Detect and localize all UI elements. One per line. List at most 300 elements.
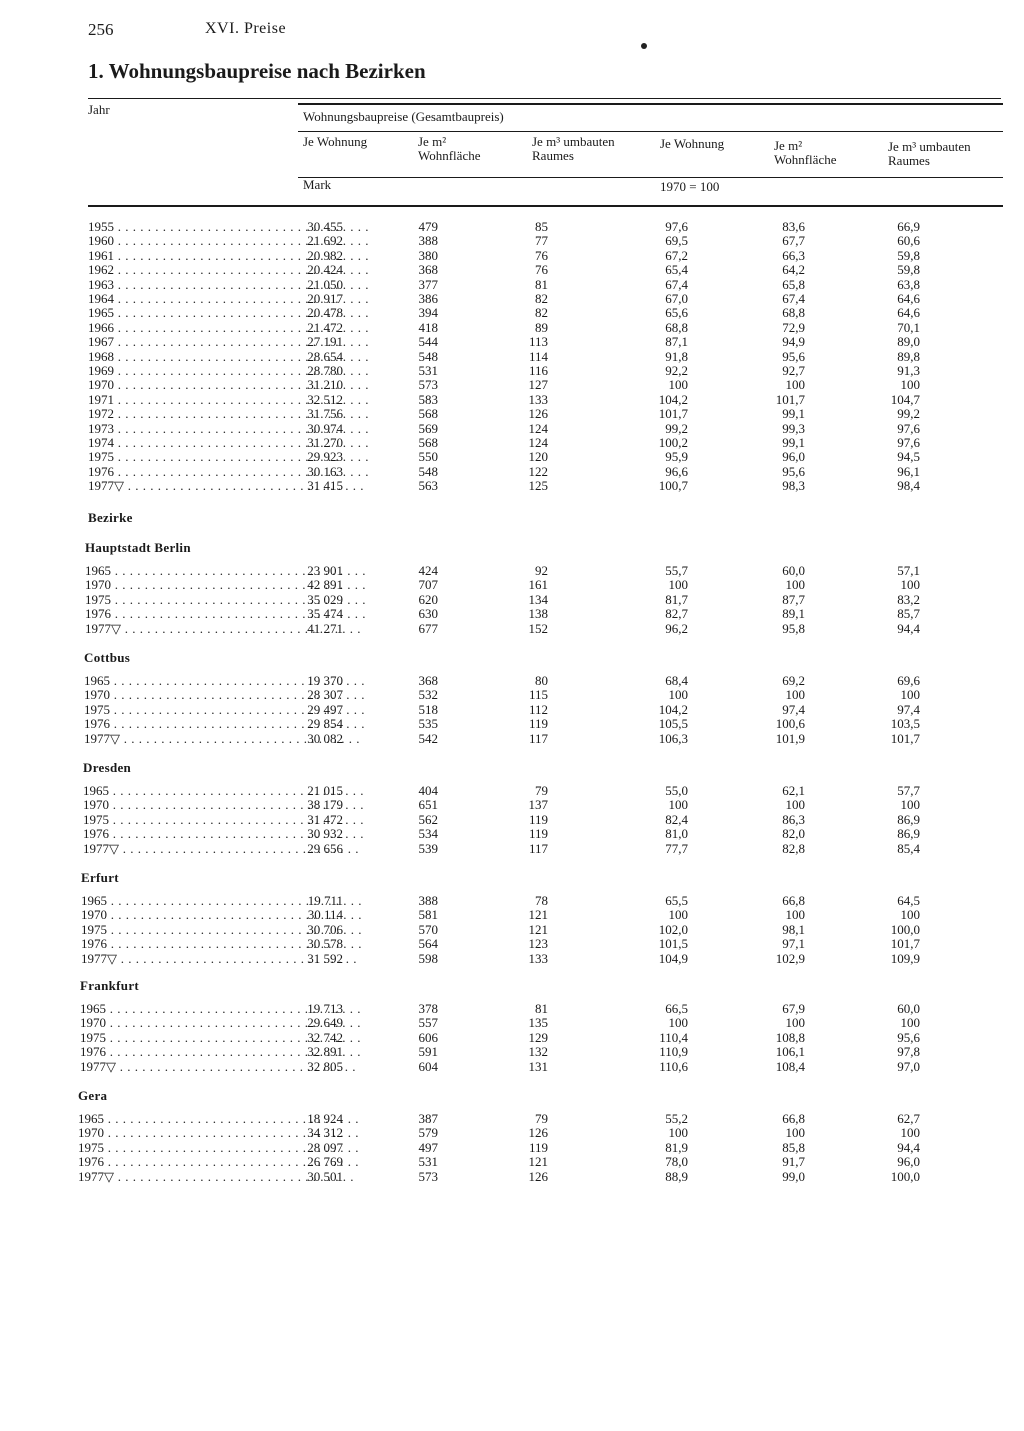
price-per-m2-cell: 562	[418, 811, 438, 827]
price-per-dwelling-cell: 35 474	[307, 606, 343, 622]
price-per-dwelling-cell: 34 312	[307, 1125, 343, 1141]
price-per-m2-cell: 368	[418, 262, 438, 278]
index-per-dwelling-cell: 82,7	[665, 606, 688, 622]
table-row	[0, 321, 1024, 335]
price-per-m2-cell: 581	[418, 907, 438, 923]
index-per-m3-cell: 103,5	[890, 716, 920, 732]
index-per-m3-cell: 96,0	[897, 1154, 920, 1170]
year-cell: 1975 . . .	[81, 923, 361, 937]
price-per-m2-cell: 707	[418, 577, 438, 593]
bezirke-heading: Bezirke	[88, 510, 133, 525]
table-row	[0, 674, 1024, 688]
index-per-m3-cell: 57,7	[897, 783, 920, 798]
col-index-wohnung-label: Je Wohnung	[660, 136, 725, 151]
price-per-m3-cell: 124	[528, 435, 548, 450]
index-per-dwelling-cell: 100	[668, 1125, 688, 1141]
index-per-m2-cell: 100	[785, 377, 805, 393]
price-per-m3-cell: 92	[535, 563, 548, 578]
table-row	[0, 220, 1024, 234]
price-per-dwelling-cell: 30 932	[307, 826, 343, 842]
table-row	[0, 306, 1024, 320]
index-per-m3-cell: 62,7	[897, 1111, 920, 1126]
price-per-dwelling-cell: 20 478	[307, 305, 343, 321]
table-title: 1. Wohnungsbaupreise nach Bezirken	[88, 59, 426, 83]
table-row	[0, 564, 1024, 578]
price-per-dwelling-cell: 30 455	[307, 219, 343, 234]
table-row	[0, 393, 1024, 407]
table-row	[0, 798, 1024, 812]
index-per-m2-cell: 82,8	[782, 840, 805, 856]
index-per-m3-cell: 97,4	[897, 701, 920, 717]
col-je-m2-label	[418, 135, 480, 163]
index-per-m3-cell: 100	[900, 797, 920, 813]
index-per-m2-cell: 67,7	[782, 233, 805, 249]
table-row	[0, 450, 1024, 464]
index-per-dwelling-cell: 55,2	[665, 1111, 688, 1126]
price-per-dwelling-cell: 30 578	[307, 936, 343, 952]
index-per-m3-cell: 59,8	[897, 262, 920, 278]
price-per-m3-cell: 137	[528, 797, 548, 813]
price-per-m3-cell: 117	[528, 840, 548, 856]
price-per-m3-cell: 119	[528, 811, 548, 827]
price-per-m2-cell: 378	[418, 1001, 438, 1016]
index-per-dwelling-cell: 102,0	[658, 921, 688, 937]
price-per-m2-cell: 535	[418, 716, 438, 732]
print-speck	[641, 43, 647, 49]
index-per-m3-cell: 99,2	[897, 406, 920, 422]
price-per-dwelling-cell: 29 649	[307, 1015, 343, 1031]
price-per-m3-cell: 127	[528, 377, 548, 393]
table-row	[0, 952, 1024, 966]
table-row	[0, 842, 1024, 856]
index-per-dwelling-cell: 88,9	[665, 1168, 688, 1184]
price-per-m3-cell: 135	[528, 1015, 548, 1031]
page-number: 256	[88, 20, 114, 39]
price-per-m2-cell: 568	[418, 406, 438, 422]
table-row	[0, 234, 1024, 248]
table-row	[0, 1112, 1024, 1126]
price-per-m2-cell: 531	[418, 363, 438, 378]
price-per-m3-cell: 133	[528, 950, 548, 966]
table-row	[0, 1031, 1024, 1045]
price-per-m3-cell: 121	[528, 921, 548, 937]
price-per-dwelling-cell: 35 029	[307, 591, 343, 607]
index-per-dwelling-cell: 65,5	[665, 893, 688, 908]
index-per-m2-cell: 100	[785, 577, 805, 593]
table-row	[0, 422, 1024, 436]
price-per-m2-cell: 542	[418, 730, 438, 746]
price-per-dwelling-cell: 32 742	[307, 1029, 343, 1045]
year-cell: 1977▽ . . .	[80, 1060, 360, 1074]
table-row	[0, 292, 1024, 306]
price-per-m2-cell: 532	[418, 687, 438, 703]
year-cell: 1976 . . .	[78, 1155, 358, 1169]
price-per-dwelling-cell: 30 163	[307, 463, 343, 479]
table-row	[0, 622, 1024, 636]
price-per-m2-cell: 539	[418, 840, 438, 856]
index-per-m3-cell: 95,6	[897, 1029, 920, 1045]
year-cell: 1975 . . .	[83, 813, 363, 827]
price-per-m2-cell: 606	[418, 1029, 438, 1045]
rule-header-bottom	[88, 205, 1003, 207]
district-heading: Cottbus	[84, 650, 131, 665]
price-per-m2-cell: 651	[418, 797, 438, 813]
year-cell: 1977▽ . . .	[83, 842, 363, 856]
col-je-m3-line2: Raumes	[532, 148, 574, 163]
index-per-m3-cell: 69,6	[897, 673, 920, 688]
price-per-m3-cell: 82	[535, 291, 548, 306]
index-per-m3-cell: 94,4	[897, 1139, 920, 1155]
price-per-m2-cell: 534	[418, 826, 438, 842]
table-row	[0, 703, 1024, 717]
index-per-dwelling-cell: 81,7	[665, 591, 688, 607]
year-cell: 1965 . . .	[88, 306, 368, 320]
index-per-m2-cell: 68,8	[782, 305, 805, 321]
price-per-m2-cell: 377	[418, 276, 438, 292]
price-per-dwelling-cell: 26 769	[307, 1154, 343, 1170]
year-cell: 1975 . . .	[84, 703, 364, 717]
index-per-m3-cell: 59,8	[897, 247, 920, 263]
index-per-m2-cell: 100	[785, 687, 805, 703]
price-per-m3-cell: 123	[528, 936, 548, 952]
table-row	[0, 479, 1024, 493]
index-per-dwelling-cell: 78,0	[665, 1154, 688, 1170]
year-cell: 1977▽ . . .	[88, 479, 368, 493]
year-cell: 1961 . . .	[88, 249, 368, 263]
index-per-m2-cell: 92,7	[782, 363, 805, 378]
price-per-m3-cell: 114	[528, 348, 548, 364]
year-cell: 1955 . . .	[88, 220, 368, 234]
rule-group	[298, 103, 1003, 105]
index-per-m2-cell: 65,8	[782, 276, 805, 292]
index-per-m3-cell: 64,6	[897, 305, 920, 321]
price-per-m2-cell: 386	[418, 291, 438, 306]
price-per-dwelling-cell: 32 512	[307, 391, 343, 407]
index-per-m2-cell: 96,0	[782, 449, 805, 465]
price-per-dwelling-cell: 28 780	[307, 363, 343, 378]
index-per-m2-cell: 94,9	[782, 334, 805, 350]
table-row	[0, 732, 1024, 746]
price-per-m3-cell: 79	[535, 783, 548, 798]
index-per-m3-cell: 100	[900, 1015, 920, 1031]
price-per-m2-cell: 387	[418, 1111, 438, 1126]
index-per-dwelling-cell: 100	[668, 377, 688, 393]
index-per-m2-cell: 99,1	[782, 406, 805, 422]
year-cell: 1962 . . .	[88, 263, 368, 277]
price-per-dwelling-cell: 30 082	[307, 730, 343, 746]
index-per-m2-cell: 100	[785, 1015, 805, 1031]
index-per-dwelling-cell: 106,3	[658, 730, 688, 746]
index-per-m2-cell: 66,3	[782, 247, 805, 263]
price-per-m3-cell: 80	[535, 673, 548, 688]
index-per-m2-cell: 100,6	[775, 716, 805, 732]
index-per-dwelling-cell: 100,7	[658, 478, 688, 494]
index-per-dwelling-cell: 92,2	[665, 363, 688, 378]
index-per-m2-cell: 98,3	[782, 478, 805, 494]
price-per-m2-cell: 630	[418, 606, 438, 622]
year-cell: 1969 . . .	[88, 364, 368, 378]
price-per-m3-cell: 89	[535, 319, 548, 335]
year-cell: 1976 . . .	[85, 607, 365, 621]
table-row	[0, 436, 1024, 450]
price-per-m3-cell: 119	[528, 716, 548, 732]
price-per-m3-cell: 82	[535, 305, 548, 321]
price-per-m2-cell: 598	[418, 950, 438, 966]
price-per-m2-cell: 368	[418, 673, 438, 688]
price-per-m2-cell: 424	[418, 563, 438, 578]
table-row	[0, 249, 1024, 263]
table-row	[0, 1155, 1024, 1169]
index-per-m3-cell: 86,9	[897, 826, 920, 842]
index-per-dwelling-cell: 67,2	[665, 247, 688, 263]
price-per-m2-cell: 418	[418, 319, 438, 335]
index-per-m2-cell: 108,8	[775, 1029, 805, 1045]
index-per-m2-cell: 60,0	[782, 563, 805, 578]
col-je-m2-line2: Wohnfläche	[418, 148, 481, 163]
price-per-dwelling-cell: 29 497	[307, 701, 343, 717]
district-heading: Erfurt	[81, 870, 119, 885]
index-per-m3-cell: 70,1	[897, 319, 920, 335]
year-cell: 1965 . . .	[80, 1002, 360, 1016]
price-per-m2-cell: 570	[418, 921, 438, 937]
index-per-dwelling-cell: 104,2	[658, 701, 688, 717]
index-per-m3-cell: 97,8	[897, 1044, 920, 1060]
price-per-dwelling-cell: 42 891	[307, 577, 343, 593]
index-per-m3-cell: 89,0	[897, 334, 920, 350]
price-per-dwelling-cell: 29 656	[307, 840, 343, 856]
price-per-m3-cell: 119	[528, 1139, 548, 1155]
price-per-m2-cell: 573	[418, 1168, 438, 1184]
index-per-m2-cell: 108,4	[775, 1058, 805, 1074]
price-per-dwelling-cell: 28 097	[307, 1139, 343, 1155]
index-per-m2-cell: 101,7	[775, 391, 805, 407]
price-per-m3-cell: 117	[528, 730, 548, 746]
price-per-m3-cell: 131	[528, 1058, 548, 1074]
table-row	[0, 378, 1024, 392]
price-per-m3-cell: 121	[528, 1154, 548, 1170]
index-per-dwelling-cell: 65,6	[665, 305, 688, 321]
col-index-m2-line2: Wohnfläche	[774, 152, 837, 167]
price-per-dwelling-cell: 31 592	[307, 950, 343, 966]
price-per-m2-cell: 544	[418, 334, 438, 350]
price-per-m3-cell: 134	[528, 591, 548, 607]
index-per-m3-cell: 98,4	[897, 478, 920, 494]
index-per-m3-cell: 96,1	[897, 463, 920, 479]
price-per-dwelling-cell: 19 713	[307, 1001, 343, 1016]
price-per-m3-cell: 124	[528, 420, 548, 436]
index-per-dwelling-cell: 110,6	[659, 1058, 688, 1074]
index-per-m2-cell: 85,8	[782, 1139, 805, 1155]
table-row	[0, 1016, 1024, 1030]
index-per-m3-cell: 60,0	[897, 1001, 920, 1016]
year-cell: 1965 . . .	[85, 564, 365, 578]
index-per-m3-cell: 97,6	[897, 435, 920, 450]
index-per-m2-cell: 69,2	[782, 673, 805, 688]
rule-units	[298, 177, 1003, 178]
index-per-m3-cell: 86,9	[897, 811, 920, 827]
year-cell: 1977▽ . . .	[78, 1170, 358, 1184]
year-cell: 1966 . . .	[88, 321, 368, 335]
index-per-dwelling-cell: 110,4	[659, 1029, 688, 1045]
index-per-m3-cell: 60,6	[897, 233, 920, 249]
price-per-dwelling-cell: 30 974	[307, 420, 343, 436]
index-per-dwelling-cell: 110,9	[659, 1044, 688, 1060]
price-per-m3-cell: 133	[528, 391, 548, 407]
price-per-m3-cell: 78	[535, 893, 548, 908]
year-cell: 1976 . . .	[80, 1045, 360, 1059]
index-per-m3-cell: 89,8	[897, 348, 920, 364]
price-per-m3-cell: 126	[528, 1168, 548, 1184]
index-per-dwelling-cell: 68,8	[665, 319, 688, 335]
district-heading: Frankfurt	[80, 978, 140, 993]
index-per-m3-cell: 64,6	[897, 291, 920, 306]
col-je-m3-line1: Je m³ umbauten	[532, 134, 615, 149]
price-per-m2-cell: 404	[418, 783, 438, 798]
price-per-dwelling-cell: 30 706	[307, 921, 343, 937]
index-per-dwelling-cell: 96,6	[665, 463, 688, 479]
index-per-m2-cell: 72,9	[782, 319, 805, 335]
index-per-m3-cell: 100	[900, 907, 920, 923]
year-cell: 1976 . . .	[83, 827, 363, 841]
year-cell: 1965 . . .	[81, 894, 361, 908]
index-per-dwelling-cell: 100	[668, 907, 688, 923]
index-per-m3-cell: 100,0	[890, 921, 920, 937]
index-per-dwelling-cell: 77,7	[665, 840, 688, 856]
price-per-dwelling-cell: 41 271	[307, 620, 343, 636]
index-per-m3-cell: 83,2	[897, 591, 920, 607]
price-per-m2-cell: 564	[418, 936, 438, 952]
price-per-m3-cell: 81	[535, 276, 548, 292]
table-row	[0, 350, 1024, 364]
index-per-dwelling-cell: 68,4	[665, 673, 688, 688]
table-row	[0, 1170, 1024, 1184]
index-per-m3-cell: 57,1	[897, 563, 920, 578]
index-per-dwelling-cell: 67,4	[665, 276, 688, 292]
index-per-m2-cell: 106,1	[775, 1044, 805, 1060]
table-row	[0, 364, 1024, 378]
year-cell: 1970 . . .	[81, 908, 361, 922]
table-row	[0, 937, 1024, 951]
index-per-m3-cell: 104,7	[890, 391, 920, 407]
price-per-m3-cell: 122	[528, 463, 548, 479]
table-row	[0, 578, 1024, 592]
year-cell: 1974 . . .	[88, 436, 368, 450]
index-per-m3-cell: 100	[900, 577, 920, 593]
price-per-m3-cell: 152	[528, 620, 548, 636]
price-per-m2-cell: 479	[418, 219, 438, 234]
index-per-dwelling-cell: 97,6	[665, 219, 688, 234]
index-per-m2-cell: 100	[785, 1125, 805, 1141]
table-row	[0, 1141, 1024, 1155]
index-per-dwelling-cell: 69,5	[665, 233, 688, 249]
index-per-m2-cell: 97,1	[782, 936, 805, 952]
price-per-dwelling-cell: 31 756	[307, 406, 343, 422]
col-index-m3-line2: Raumes	[888, 153, 930, 168]
index-per-m2-cell: 62,1	[782, 783, 805, 798]
index-per-m2-cell: 95,6	[782, 348, 805, 364]
index-per-dwelling-cell: 67,0	[665, 291, 688, 306]
price-per-m2-cell: 548	[418, 348, 438, 364]
index-per-m2-cell: 95,8	[782, 620, 805, 636]
index-per-m3-cell: 94,5	[897, 449, 920, 465]
index-per-m2-cell: 101,9	[775, 730, 805, 746]
year-cell: 1977▽ . . .	[84, 732, 364, 746]
table-row	[0, 263, 1024, 277]
year-cell: 1975 . . .	[80, 1031, 360, 1045]
price-per-m3-cell: 132	[528, 1044, 548, 1060]
year-cell: 1965 . . .	[78, 1112, 358, 1126]
year-cell: 1960 . . .	[88, 234, 368, 248]
price-per-m2-cell: 550	[418, 449, 438, 465]
price-per-m3-cell: 138	[528, 606, 548, 622]
price-per-dwelling-cell: 21 692	[307, 233, 343, 249]
chapter-heading: XVI. Preise	[205, 20, 287, 37]
price-per-m2-cell: 583	[418, 391, 438, 407]
index-per-dwelling-cell: 87,1	[665, 334, 688, 350]
price-per-dwelling-cell: 18 924	[307, 1111, 343, 1126]
price-per-dwelling-cell: 31 270	[307, 435, 343, 450]
price-per-m3-cell: 116	[528, 363, 548, 378]
year-cell: 1975 . . .	[85, 593, 365, 607]
price-per-dwelling-cell: 27 191	[307, 334, 343, 350]
price-per-m3-cell: 125	[528, 478, 548, 494]
price-per-dwelling-cell: 38 179	[307, 797, 343, 813]
price-per-dwelling-cell: 30 114	[307, 907, 343, 923]
table-row	[0, 1045, 1024, 1059]
index-per-m3-cell: 100	[900, 377, 920, 393]
table-row	[0, 813, 1024, 827]
unit-index-label: 1970 = 100	[660, 179, 720, 194]
price-per-m2-cell: 388	[418, 893, 438, 908]
index-per-dwelling-cell: 100	[668, 577, 688, 593]
index-per-m3-cell: 94,4	[897, 620, 920, 636]
year-cell: 1970 . . .	[80, 1016, 360, 1030]
index-per-m3-cell: 63,8	[897, 276, 920, 292]
table-row	[0, 593, 1024, 607]
table-row	[0, 688, 1024, 702]
price-per-m3-cell: 112	[528, 701, 548, 717]
col-je-wohnung-label: Je Wohnung	[303, 134, 368, 149]
price-per-m2-cell: 677	[418, 620, 438, 636]
index-per-m3-cell: 97,6	[897, 420, 920, 436]
price-per-m3-cell: 85	[535, 219, 548, 234]
price-per-m2-cell: 497	[418, 1139, 438, 1155]
table-row	[0, 1060, 1024, 1074]
index-per-m3-cell: 101,7	[890, 730, 920, 746]
year-cell: 1963 . . .	[88, 278, 368, 292]
price-per-m2-cell: 518	[418, 701, 438, 717]
index-per-m3-cell: 100	[900, 687, 920, 703]
table-row	[0, 784, 1024, 798]
index-per-m3-cell: 109,9	[890, 950, 920, 966]
price-per-dwelling-cell: 29 854	[307, 716, 343, 732]
table-row	[0, 908, 1024, 922]
table-row	[0, 335, 1024, 349]
price-per-dwelling-cell: 31 415	[307, 478, 343, 494]
price-per-m2-cell: 388	[418, 233, 438, 249]
index-per-m2-cell: 67,4	[782, 291, 805, 306]
year-cell: 1968 . . .	[88, 350, 368, 364]
price-per-m3-cell: 81	[535, 1001, 548, 1016]
index-per-dwelling-cell: 105,5	[658, 716, 688, 732]
year-cell: 1970 . . .	[88, 378, 368, 392]
index-per-m3-cell: 85,4	[897, 840, 920, 856]
index-per-dwelling-cell: 65,4	[665, 262, 688, 278]
index-per-m2-cell: 64,2	[782, 262, 805, 278]
index-per-m2-cell: 102,9	[775, 950, 805, 966]
index-per-m2-cell: 67,9	[782, 1001, 805, 1016]
index-per-dwelling-cell: 81,9	[665, 1139, 688, 1155]
